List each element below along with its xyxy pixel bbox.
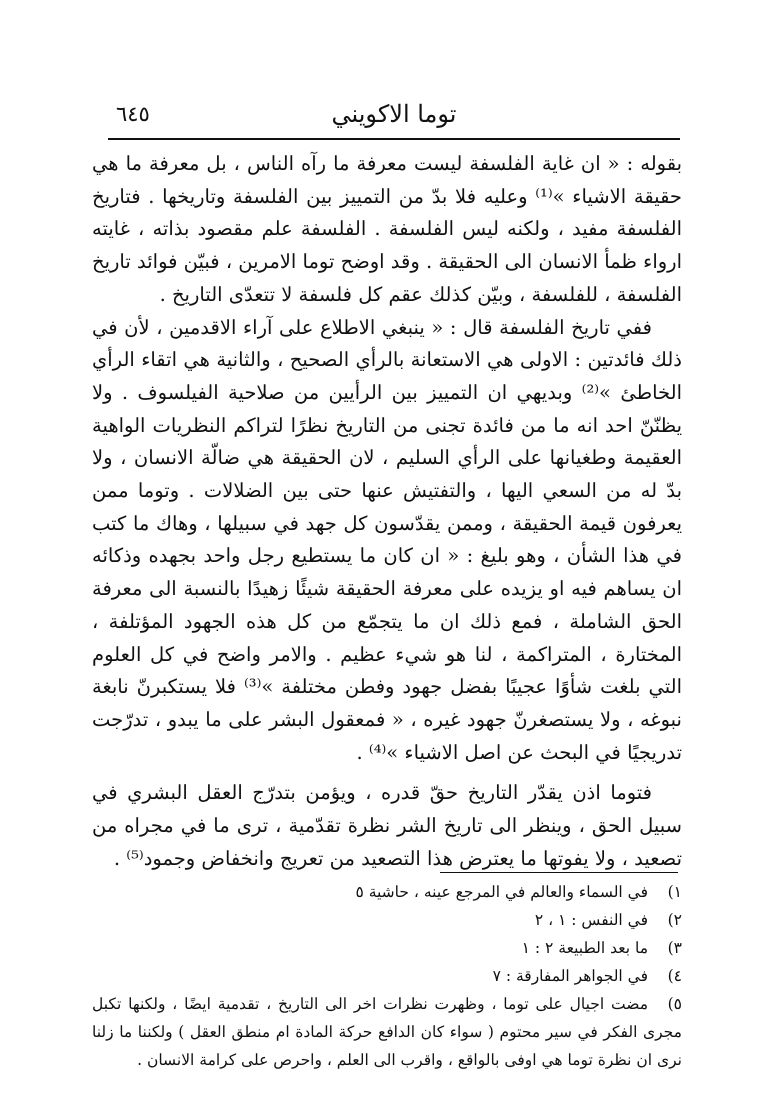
- main-text: [92, 148, 682, 875]
- footnote-text: ما بعد الطبيعة ٢ : ١: [521, 939, 648, 957]
- footnote-number: ٢): [667, 911, 682, 929]
- footnotes: [92, 878, 682, 1074]
- footnote-number: ٣): [667, 939, 682, 957]
- footnote-1: [92, 878, 682, 906]
- footnote-text: في الجواهر المفارقة : ٧: [492, 967, 648, 985]
- footnote-text: مضت اجيال على توما ، وظهرت نظرات اخر الى التاريخ ، تقدمية ايضًا ، ولكنها تكبل مجرى الفكر في سير محتوم ( سواء كان الدافع حركة المادة ام منطق العقل ) ولكننا ما زلنا نرى ان نظرة توما هي اوفى بالواقع ، واقرب الى العلم ، واحرص على كرامة الانسان .: [92, 995, 682, 1069]
- footnote-2: [92, 906, 682, 934]
- running-title: توما الاكويني: [331, 100, 457, 128]
- running-head: [110, 96, 678, 132]
- header-rule: [108, 138, 680, 140]
- footnote-number: ١): [667, 883, 682, 901]
- paragraph-1: بقوله : « ان غاية الفلسفة ليست معرفة ما رآه الناس ، بل معرفة ما هي حقيقة الاشياء »⁽¹⁾ وعليه فلا بدّ من التمييز بين الفلسفة وتاريخها . فتاريخ الفلسفة مفيد ، ولكنه ليس الفلسفة . الفلسفة علم مقصود بذاته ، غايته ارواء ظمأ الانسان الى الحقيقة . وقد اوضح توما الامرين ، فبيّن فوائد تاريخ الفلسفة ، للفلسفة ، وبيّن كذلك عقم كل فلسفة لا تتعدّى التاريخ .: [92, 152, 682, 306]
- paragraph-3: فتوما اذن يقدّر التاريخ حقّ قدره ، ويؤمن بتدرّج العقل البشري في سبيل الحق ، وينظر الى تاريخ الشر نظرة تقدّمية ، ترى ما في مجراه من تصعيد ، ولا يفوتها ما يعترض هذا التصعيد من تعريج وانخفاض وجمود⁽⁵⁾ .: [92, 781, 682, 870]
- footnote-text: في النفس : ١ ، ٢: [534, 911, 648, 929]
- paragraph-2: ففي تاريخ الفلسفة قال : « ينبغي الاطلاع على آراء الاقدمين ، لأن في ذلك فائدتين : الاولى هي الاستعانة بالرأي الصحيح ، والثانية هي اتقاء الرأي الخاطئ »⁽²⁾ وبديهي ان التمييز بين الرأيين من صلاحية الفيلسوف . ولا يظنّنّ احد انه ما من فائدة تجنى من التاريخ نظرًا لتراكم النظريات الواهية العقيمة وطغيانها على الرأي السليم ، لان الحقيقة هي ضالّة الانسان ، ولا بدّ له من السعي اليها ، والتفتيش عنها حتى بين الضلالات . وتوما ممن يعرفون قيمة الحقيقة ، وممن يقدّسون كل جهد في سبيلها ، وهاك ما كتب في هذا الشأن ، وهو بليغ : « ان كان ما يستطيع رجل واحد بجهده وذكائه ان يساهم فيه او يزيده على معرفة الحقيقة شيئًا زهيدًا بالنسبة الى معرفة الحق الشاملة ، فمع ذلك ان ما يتجمّع من كل هذه الجهود المؤتلفة ، المختارة ، المتراكمة ، لنا هو شيء عظيم . والامر واضح في كل العلوم التي بلغت شأوًا عجيبًا بفضل جهود وفطن مختلفة »⁽³⁾ فلا يستكبرنّ نابغة نبوغه ، ولا يستصغرنّ جهود غيره ، « فمعقول البشر على ما يبدو ، تدرّجت تدريجيًا في البحث عن اصل الاشياء »⁽⁴⁾ .: [92, 315, 682, 764]
- footnote-number: ٥): [667, 995, 682, 1013]
- footnote-4: [92, 962, 682, 990]
- footnote-3: [92, 934, 682, 962]
- footnote-text: في السماء والعالم في المرجع عينه ، حاشية ٥: [355, 883, 648, 901]
- footnote-rule: [440, 872, 678, 873]
- footnote-5: [92, 990, 682, 1074]
- footnote-number: ٤): [667, 967, 682, 985]
- page-number: ٦٤٥: [116, 102, 150, 126]
